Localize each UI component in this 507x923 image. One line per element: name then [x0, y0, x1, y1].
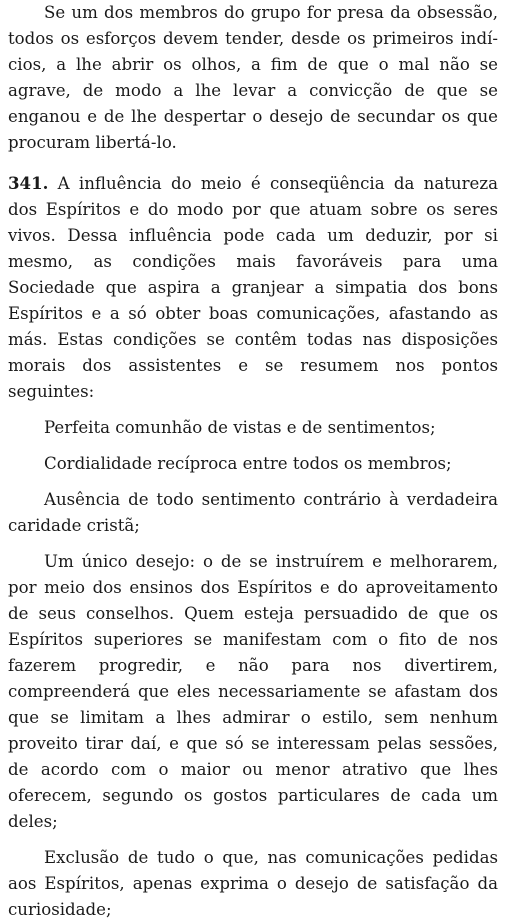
paragraph-obsession: Se um dos membros do grupo for presa da obsessão, todos os esforços devem tender, desde os primeiros indícios, a lhe abrir os olhos, a fim de que o mal não se agrave, de modo a lhe levar a convicção de que se enganou e de lhe despertar o desejo de secundar os que procuram libertá-lo.	[8, 3, 498, 152]
list-item: Cordialidade recíproca entre todos os membros;	[44, 454, 452, 473]
list-item: Ausência de todo sentimento contrário à verdadeira caridade cristã;	[8, 490, 498, 535]
paragraph-341	[8, 170, 498, 405]
list-item: Perfeita comunhão de vistas e de sentimentos;	[44, 418, 436, 437]
list-item: Exclusão de tudo o que, nas comunicações pedidas aos Espíritos, apenas exprima o desejo de satisfação da curiosidade;	[8, 848, 498, 919]
section-number: 341.	[8, 173, 49, 193]
document-page	[8, 0, 498, 923]
paragraph-341-text: A influência do meio é conseqüência da natureza dos Espíritos e do modo por que atuam sobre os seres vivos. Dessa influência pode cada um deduzir, por si mesmo, as condições mais favoráveis para uma Sociedade que aspira a granjear a simpatia dos bons Espíritos e a só obter boas comunicações, afastando as más. Estas condições se contêm todas nas disposições morais dos assistentes e se resumem nos pontos seguintes:	[8, 174, 498, 401]
list-item: Um único desejo: o de se instruírem e melhorarem, por meio dos ensinos dos Espíritos e do aproveitamento de seus conselhos. Quem esteja persuadido de que os Espíritos superiores se manifestam com o fito de nos fazerem progredir, e não para nos divertirem, compreenderá que eles necessariamente se afastam dos que se limitam a lhes admirar o estilo, sem nenhum proveito tirar daí, e que só se interessam pelas sessões, de acordo com o maior ou menor atrativo que lhes oferecem, segundo os gostos particulares de cada um deles;	[8, 552, 498, 831]
